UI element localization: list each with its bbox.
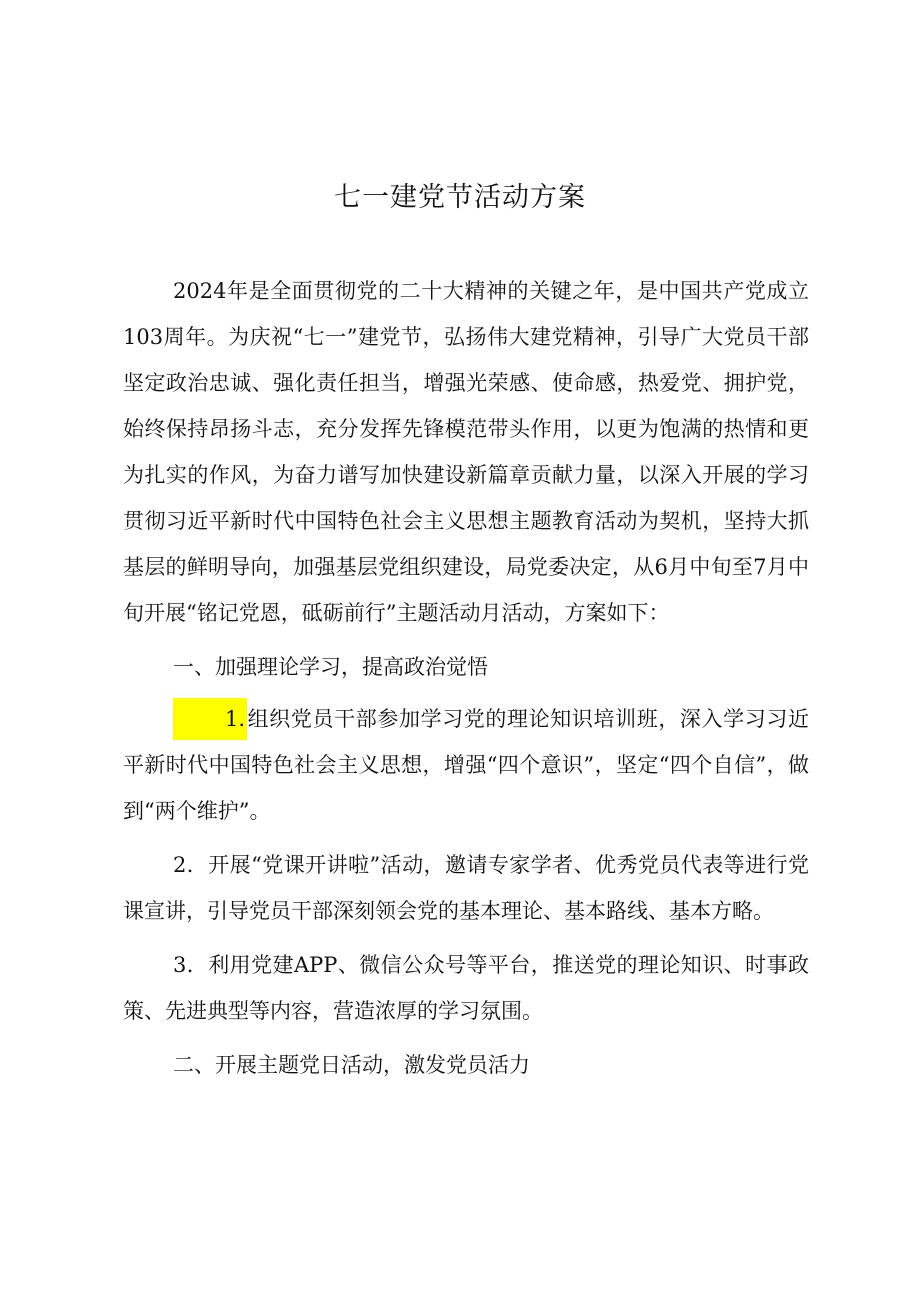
- highlighted-item-number: 1.: [173, 698, 247, 740]
- list-item-1: [123, 696, 809, 834]
- list-item-1-text: 组织党员干部参加学习党的理论知识培训班，深入学习习近平新时代中国特色社会主义思想，增强“四个意识”，坚定“四个自信”，做到“两个维护”。: [123, 707, 809, 823]
- section-heading-2: 二、开展主题党日活动，激发党员活力: [173, 1053, 530, 1077]
- section-heading-1: 一、加强理论学习，提高政治觉悟: [173, 655, 488, 679]
- document-body: [123, 268, 809, 1094]
- list-item-3: 3．利用党建APP、微信公众号等平台，推送党的理论知识、时事政策、先进典型等内容，营造浓厚的学习氛围。: [123, 953, 809, 1023]
- document-title: 七一建党节活动方案: [334, 182, 586, 213]
- intro-paragraph: 2024年是全面贯彻党的二十大精神的关键之年，是中国共产党成立103周年。为庆祝“七一”建党节，弘扬伟大建党精神，引导广大党员干部坚定政治忠诚、强化责任担当，增强光荣感、使命感，热爱党、拥护党，始终保持昂扬斗志，充分发挥先锋模范带头作用，以更为饱满的热情和更为扎实的作风，为奋力谱写加快建设新篇章贡献力量，以深入开展的学习贯彻习近平新时代中国特色社会主义思想主题教育活动为契机，坚持大抓基层的鲜明导向，加强基层党组织建设，局党委决定，从6月中旬至7月中旬开展“铭记党恩，砥砺前行”主题活动月活动，方案如下：: [123, 279, 809, 625]
- list-item-2: 2．开展“党课开讲啦”活动，邀请专家学者、优秀党员代表等进行党课宣讲，引导党员干部深刻领会党的基本理论、基本路线、基本方略。: [123, 853, 809, 923]
